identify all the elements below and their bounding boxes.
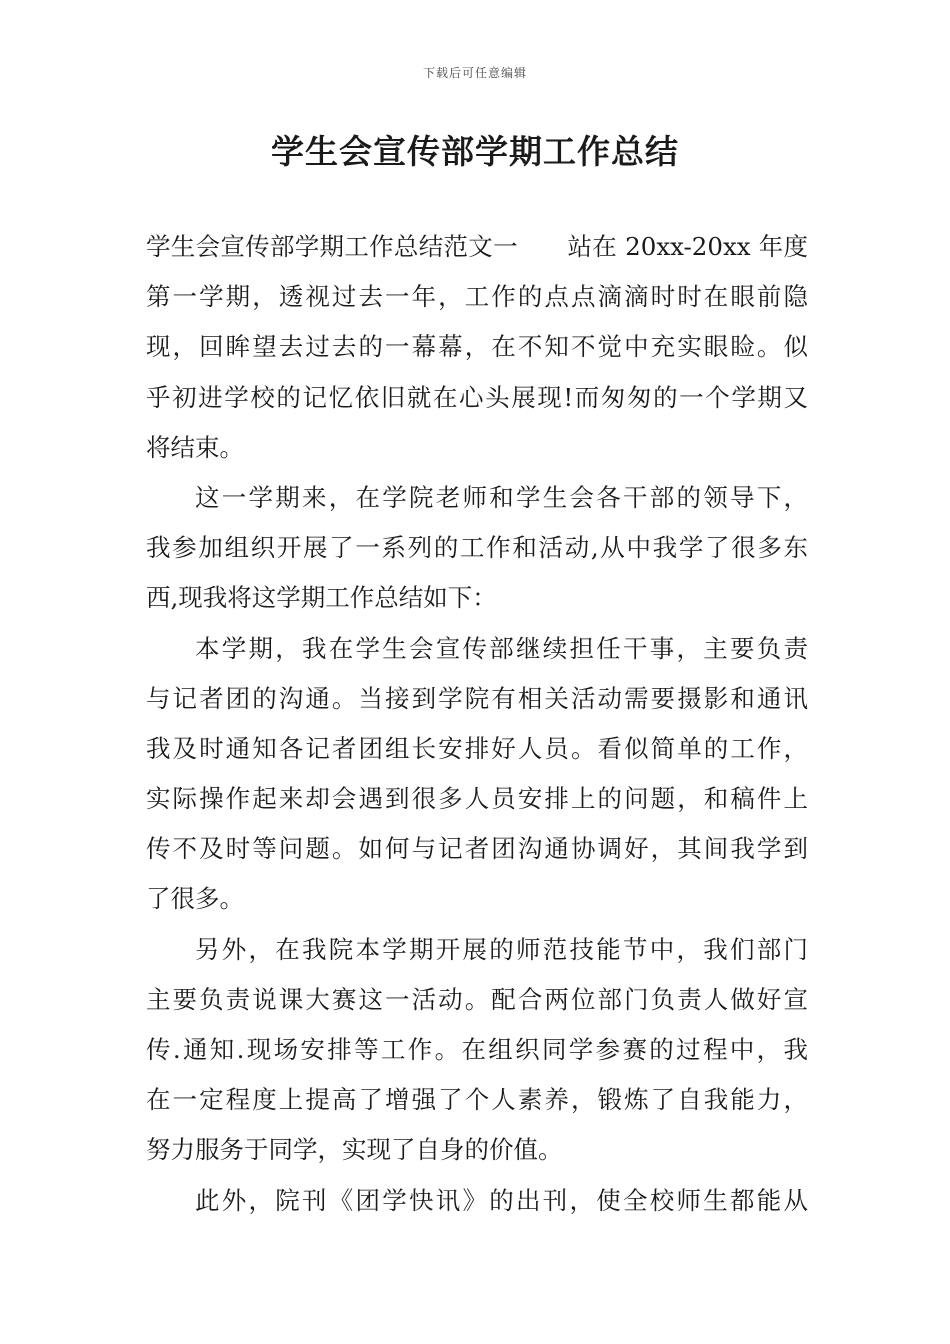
text-line: 与记者团的沟通。当接到学院有相关活动需要摄影和通讯 [146,683,808,713]
text-line: 了很多。 [146,884,244,914]
document-body [146,222,808,1226]
text-line: 在一定程度上提高了增强了个人素养，锻炼了自我能力， [146,1085,808,1115]
text-line: 将结束。 [146,432,244,462]
paragraph [146,624,808,925]
header-note: 下载后可任意编辑 [422,66,527,80]
text-line: 努力服务于同学，实现了自身的价值。 [146,1135,563,1165]
text-line: 这一学期来，在学院老师和学生会各干部的领导下， [195,482,808,512]
text-line: 第一学期，透视过去一年，工作的点点滴滴时时在眼前隐 [146,282,808,312]
text-line: 另外，在我院本学期开展的师范技能节中，我们部门 [195,934,808,964]
text-line: 此外，院刊《团学快讯》的出刊，使全校师生都能从 [195,1185,808,1215]
paragraph [146,473,808,624]
text-line: 传.通知.现场安排等工作。在组织同学参赛的过程中，我 [146,1035,808,1064]
paragraph [146,925,808,1176]
text-line: 现，回眸望去过去的一幕幕，在不知不觉中充实眼睑。似 [146,332,808,362]
paragraph [146,1176,808,1226]
text-line: 传不及时等问题。如何与记者团沟通协调好，其间我学到 [146,834,808,864]
text-line: 我及时通知各记者团组长安排好人员。看似简单的工作， [146,733,808,763]
paragraph [146,222,808,473]
text-line: 乎初进学校的记忆依旧就在心头展现!而匆匆的一个学期又 [146,382,808,412]
text-line: 本学期，我在学生会宣传部继续担任干事，主要负责 [195,633,808,663]
text-line: 西,现我将这学期工作总结如下： [146,583,497,613]
text-line: 我参加组织开展了一系列的工作和活动,从中我学了很多东 [146,533,808,563]
text-line: 实际操作起来却会遇到很多人员安排上的问题，和稿件上 [146,784,808,814]
text-line: 学生会宣传部学期工作总结范文一 站在 20xx-20xx 年度 [146,232,808,261]
text-line: 主要负责说课大赛这一活动。配合两位部门负责人做好宣 [146,984,808,1014]
document-title: 学生会宣传部学期工作总结 [271,132,679,171]
